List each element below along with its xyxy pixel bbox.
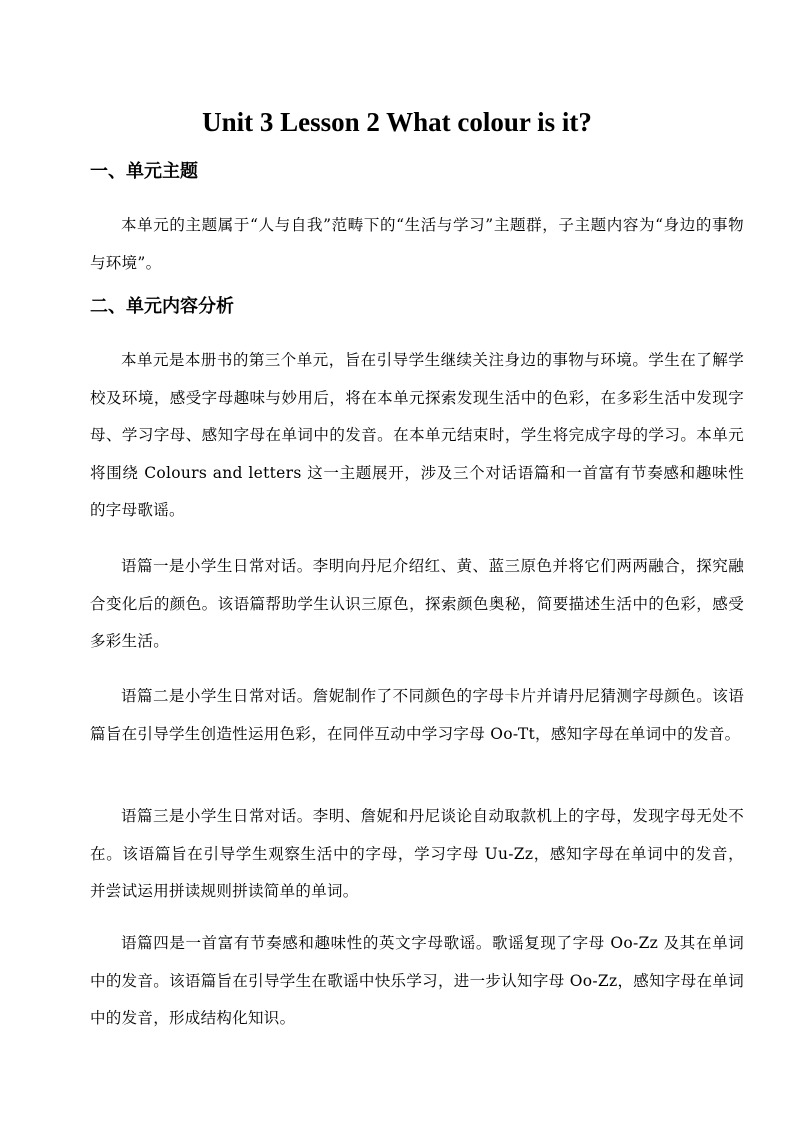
paragraph-unit-overview: 本单元是本册书的第三个单元，旨在引导学生继续关注身边的事物与环境。学生在了解学校及环境，感受字母趣味与妙用后，将在本单元探索发现生活中的色彩，在多彩生活中发现字母、学习字母、感知字母在单词中的发音。在本单元结束时，学生将完成字母的学习。本单元将围绕 Colours and letters 这一主题展开，涉及三个对话语篇和一首富有节奏感和趣味性的字母歌谣。 (90, 351, 744, 519)
paragraph-text-one: 语篇一是小学生日常对话。李明向丹尼介绍红、黄、蓝三原色并将它们两两融合，探究融合变化后的颜色。该语篇帮助学生认识三原色，探索颜色奥秘，简要描述生活中的色彩，感受多彩生活。 (90, 557, 744, 650)
section-heading-unit-theme: 一、单元主题 (90, 161, 198, 182)
paragraph-unit-theme: 本单元的主题属于“人与自我”范畴下的“生活与学习”主题群，子主题内容为“身边的事物与环境”。 (90, 216, 744, 272)
paragraph-text-two: 语篇二是小学生日常对话。詹妮制作了不同颜色的字母卡片并请丹尼猜测字母颜色。该语篇旨在引导学生创造性运用色彩，在同伴互动中学习字母 Oo-Tt，感知字母在单词中的发音。 (90, 687, 744, 743)
document-title: Unit 3 Lesson 2 What colour is it? (202, 107, 592, 137)
paragraph-text-four: 语篇四是一首富有节奏感和趣味性的英文字母歌谣。歌谣复现了字母 Oo-Zz 及其在单词中的发音。该语篇旨在引导学生在歌谣中快乐学习，进一步认知字母 Oo-Zz，感知字母在单词中的发音，形成结构化知识。 (90, 934, 744, 1027)
paragraph-text-three: 语篇三是小学生日常对话。李明、詹妮和丹尼谈论自动取款机上的字母，发现字母无处不在。该语篇旨在引导学生观察生活中的字母，学习字母 Uu-Zz，感知字母在单词中的发音，并尝试运用拼读规则拼读简单的单词。 (90, 807, 744, 900)
section-heading-content-analysis: 二、单元内容分析 (90, 296, 234, 317)
